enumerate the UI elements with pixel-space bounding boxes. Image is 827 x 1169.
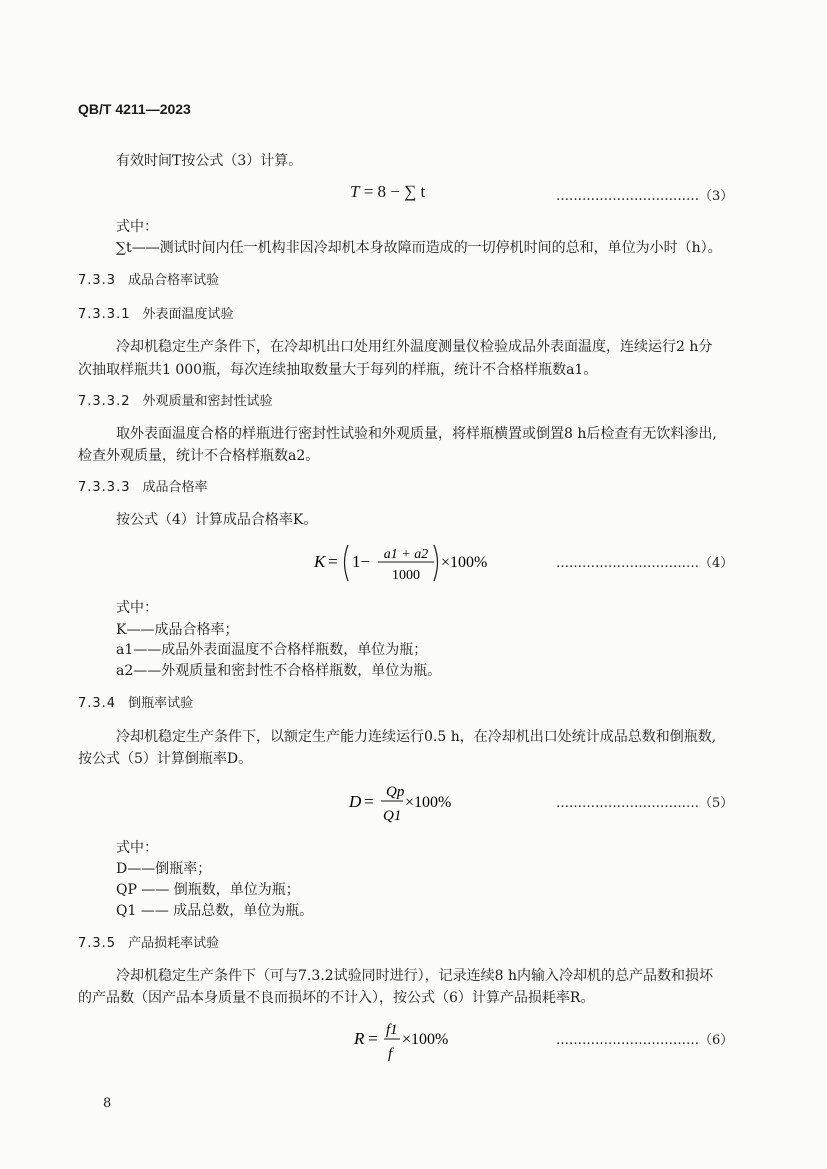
heading-7-3-4 — [78, 694, 193, 714]
heading-number: 7.3.3.3 — [78, 480, 131, 495]
heading-number: 7.3.5 — [78, 936, 117, 951]
heading-7-3-3-2 — [78, 392, 273, 412]
eq3-lhs: T — [350, 182, 360, 201]
p-735-line-1: 冷却机稳定生产条件下（可与7.3.2试验同时进行），记录连续8 h内输入冷却机的总产品数和损坏 — [116, 968, 713, 984]
eq6-tail: ×100% — [402, 1031, 449, 1048]
eq4-left-paren — [345, 545, 349, 581]
eq5-dots: …………………………… — [556, 796, 699, 811]
eq6-lhs: R — [354, 1029, 365, 1048]
heading-title: 外观质量和密封性试验 — [142, 394, 273, 409]
heading-number: 7.3.3.2 — [78, 394, 131, 409]
eq5-tail: ×100% — [405, 794, 452, 811]
p-735-line-2: 的产品数（因产品本身质量不良而损坏的不计入），按公式（6）计算产品损耗率R。 — [78, 990, 595, 1006]
heading-number: 7.3.3 — [78, 273, 117, 288]
heading-7-3-3-1 — [78, 305, 234, 325]
eq6-dots: …………………………… — [556, 1033, 699, 1048]
eq6-equals: = — [368, 1029, 378, 1048]
eq6-leader — [556, 1029, 733, 1048]
heading-title: 倒瓶率试验 — [128, 696, 194, 711]
p-734-line-1: 冷却机稳定生产条件下，以额定生产能力连续运行0.5 h，在冷却机出口处统计成品总数和倒瓶数, — [116, 729, 717, 745]
eq6-number: （6） — [699, 1033, 734, 1048]
standard-code: QB/T 4211—2023 — [78, 101, 191, 117]
eq5-denominator: Q1 — [383, 808, 402, 824]
eq4-lhs: K — [314, 552, 326, 571]
heading-title: 成品合格率试验 — [128, 273, 220, 288]
where-label-1: 式中： — [116, 219, 158, 235]
heading-7-3-3-3 — [78, 478, 208, 498]
definition-q1: Q1 —— 成品总数，单位为瓶。 — [116, 903, 314, 919]
eq5-lhs: D — [349, 792, 362, 811]
eq4-numerator: a1 + a2 — [383, 547, 429, 562]
paragraph-effective-time: 有效时间T按公式（3）计算。 — [116, 153, 303, 169]
eq4-leader — [556, 552, 733, 571]
where-label-2: 式中： — [116, 600, 158, 616]
heading-title: 成品合格率 — [142, 480, 208, 495]
definition-k: K——成品合格率； — [116, 622, 239, 638]
eq4-dots: …………………………… — [556, 556, 699, 571]
heading-number: 7.3.4 — [78, 696, 117, 711]
equation-3 — [350, 182, 425, 202]
heading-title: 外表面温度试验 — [142, 307, 234, 322]
eq6-numerator: f1 — [386, 1022, 398, 1038]
p-734-line-2: 按公式（5）计算倒瓶率D。 — [78, 751, 253, 767]
definition-sum-t: ∑t——测试时间内任一机构非因冷却机本身故障而造成的一切停机时间的总和，单位为小时（h）。 — [116, 240, 722, 256]
eq4-one-minus: 1− — [352, 552, 371, 571]
p-7333: 按公式（4）计算成品合格率K。 — [116, 512, 318, 528]
eq4-denominator: 1000 — [392, 568, 420, 583]
eq4-tail: ×100% — [441, 554, 488, 571]
p-7331-line-1: 冷却机稳定生产条件下，在冷却机出口处用红外温度测量仪检验成品外表面温度，连续运行2 h分 — [116, 339, 713, 355]
heading-7-3-3 — [78, 271, 219, 291]
definition-qp: QP —— 倒瓶数，单位为瓶； — [116, 882, 300, 898]
eq5-equals: = — [364, 792, 374, 811]
definition-a2: a2——外观质量和密封性不合格样瓶数，单位为瓶。 — [116, 663, 442, 679]
definition-d: D——倒瓶率； — [116, 861, 212, 877]
heading-title: 产品损耗率试验 — [128, 936, 220, 951]
eq5-number: （5） — [699, 796, 734, 811]
p-7332-line-2: 检查外观质量，统计不合格样瓶数a2。 — [78, 448, 320, 464]
eq4-equals: = — [328, 552, 338, 571]
p-7332-line-1: 取外表面温度合格的样瓶进行密封性试验和外观质量，将样瓶横置或倒置8 h后检查有无饮料渗出, — [116, 426, 717, 442]
eq3-leader — [556, 185, 733, 204]
equation-6 — [350, 1015, 460, 1067]
definition-a1: a1——成品外表面温度不合格样瓶数，单位为瓶； — [116, 642, 428, 658]
heading-number: 7.3.3.1 — [78, 307, 131, 322]
equation-5 — [345, 776, 465, 828]
eq5-leader — [556, 792, 733, 811]
eq4-right-paren — [434, 545, 438, 581]
heading-7-3-5 — [78, 934, 219, 954]
page-number: 8 — [103, 1096, 112, 1111]
p-7331-line-2: 次抽取样瓶共1 000瓶，每次连续抽取数量大于每列的样瓶，统计不合格样瓶数a1。 — [78, 362, 598, 378]
eq4-number: （4） — [699, 556, 734, 571]
eq6-denominator: f — [388, 1046, 393, 1062]
where-label-3: 式中： — [116, 840, 158, 856]
eq3-dots: …………………………… — [556, 189, 699, 204]
eq3-rhs: = 8 − ∑ t — [363, 182, 426, 201]
eq3-number: （3） — [699, 189, 734, 204]
equation-4 — [310, 537, 500, 587]
eq5-numerator: Qp — [386, 784, 405, 800]
